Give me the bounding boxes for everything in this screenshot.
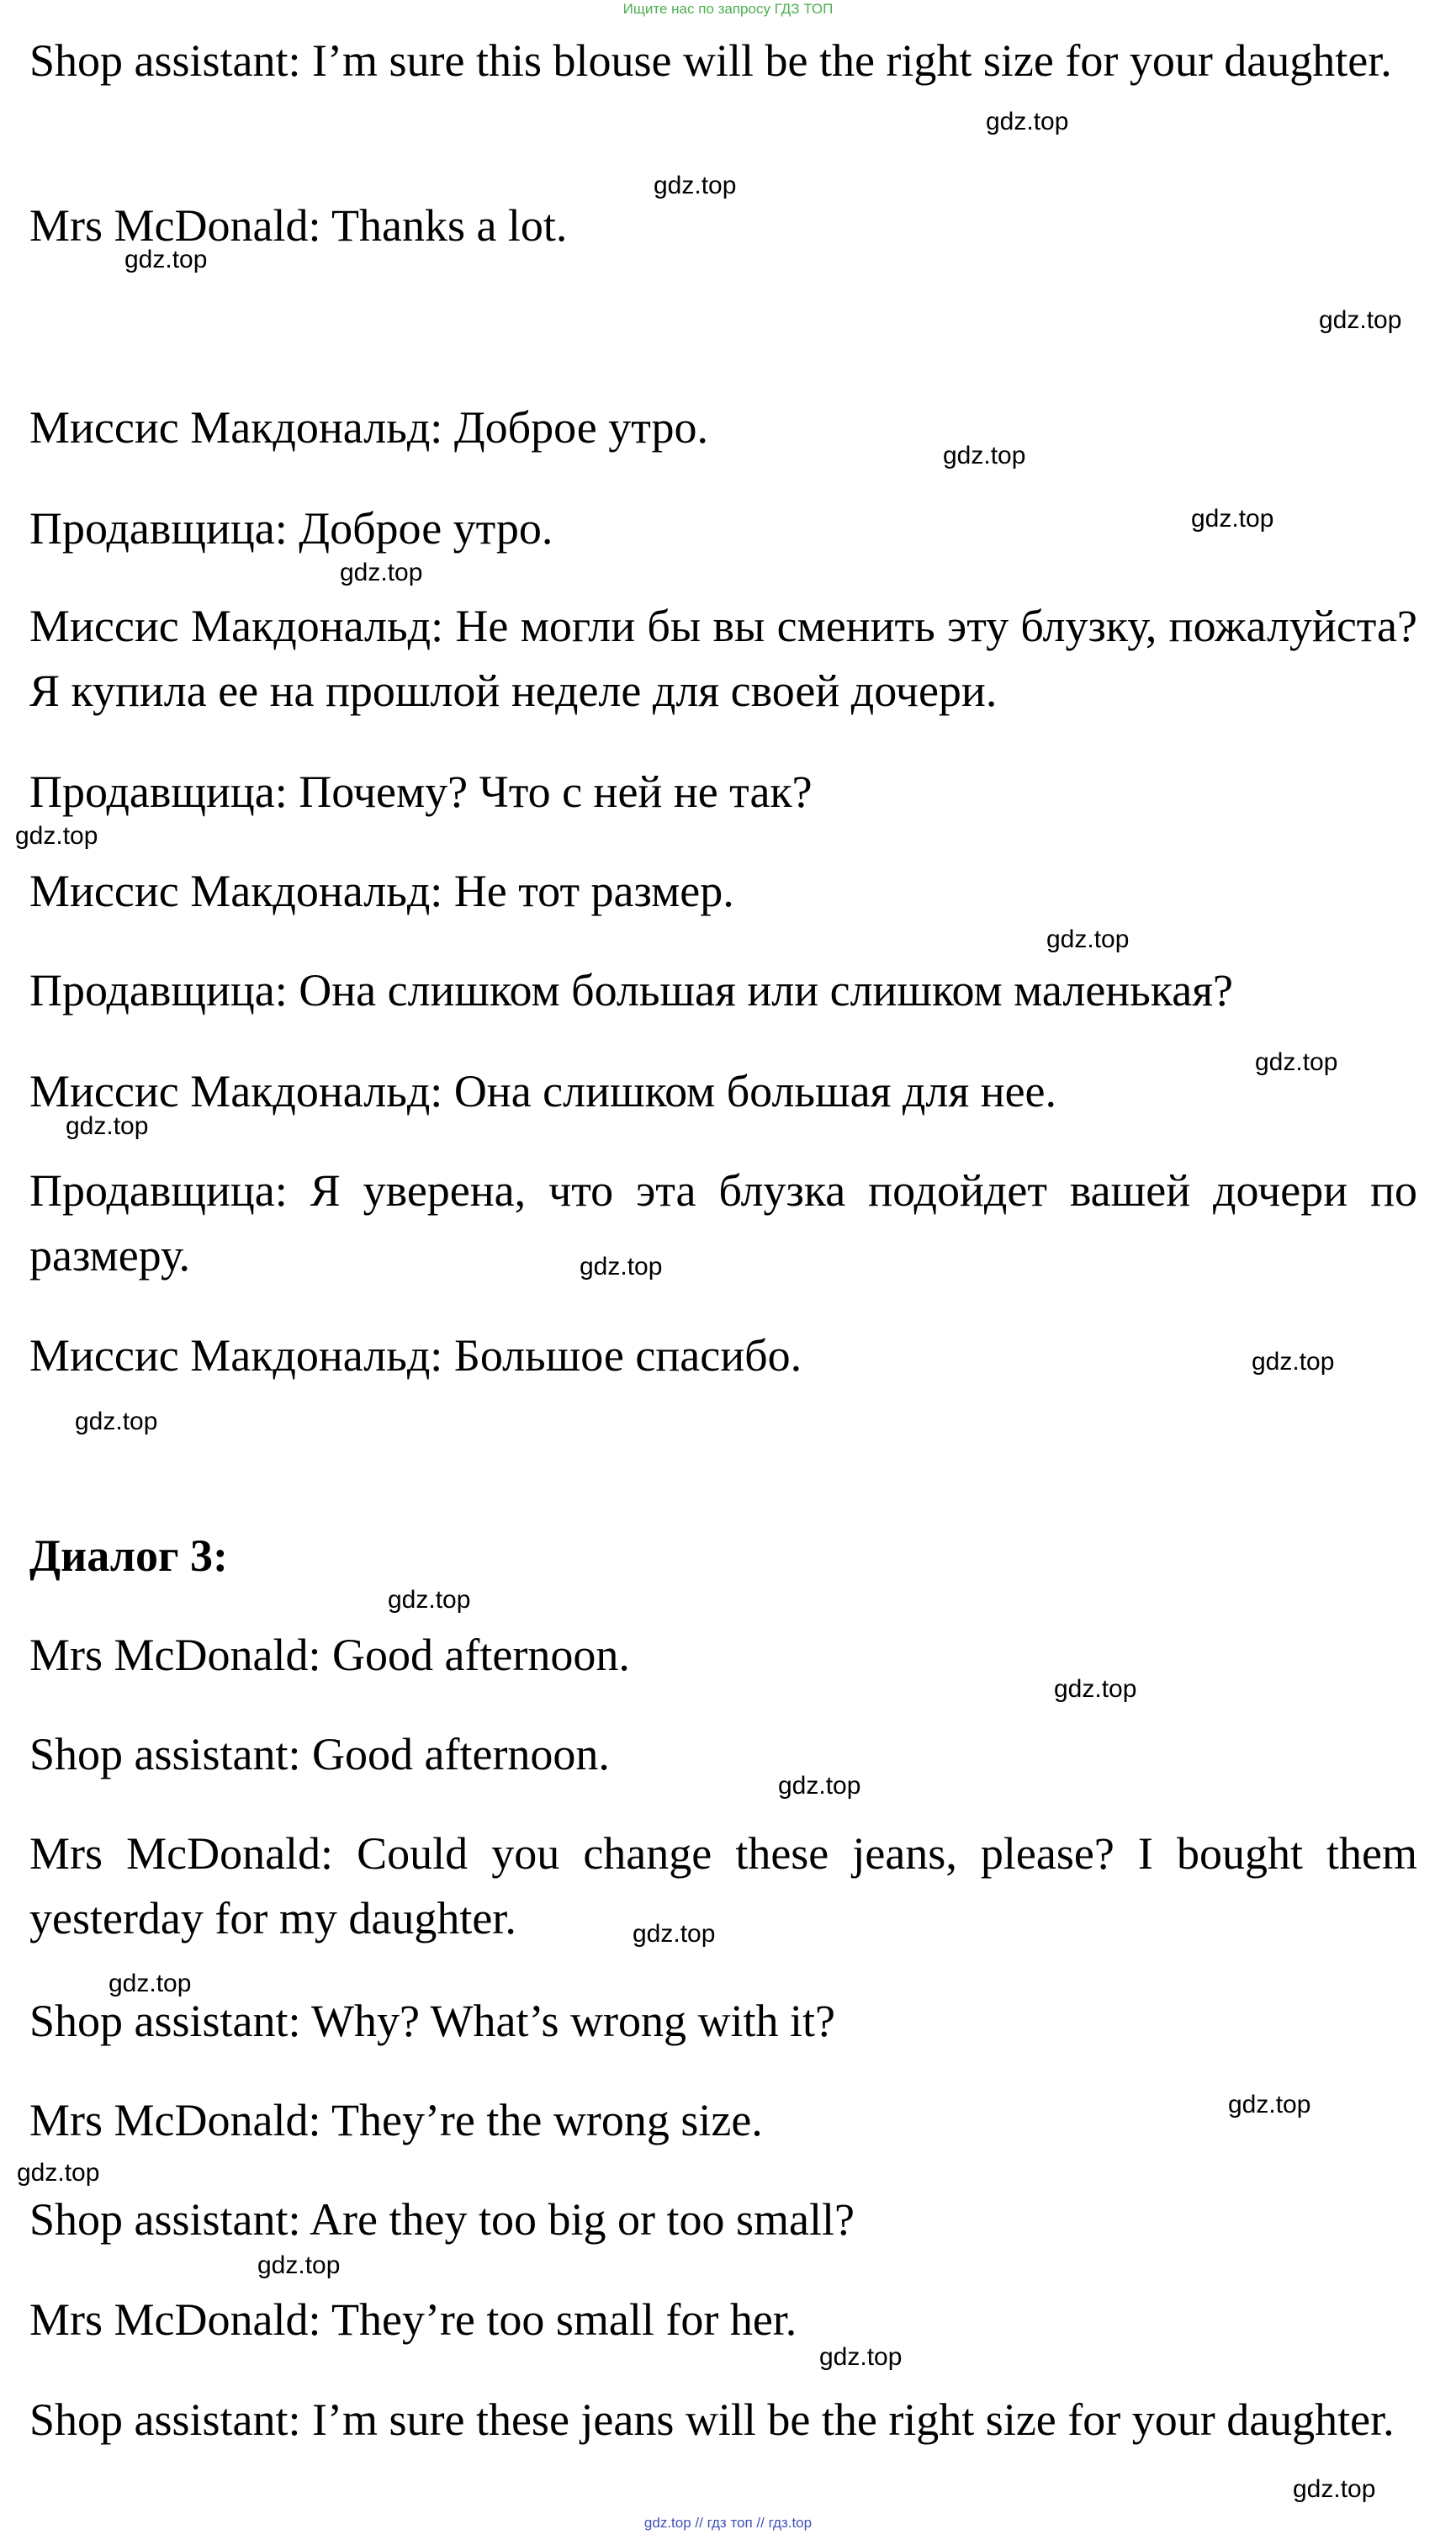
speaker-name: Миссис Макдональд: <box>29 402 443 453</box>
line-text: Доброе утро. <box>287 503 553 554</box>
dialog-line <box>29 395 1417 460</box>
speaker-name: Миссис Макдональд: <box>29 601 444 651</box>
top-banner: Ищите нас по запросу ГДЗ ТОП <box>622 1 834 17</box>
line-text: Could you change these jeans, please? I bought them yesterday for my daughter. <box>29 1828 1417 1943</box>
line-text: Большое спасибо. <box>442 1330 802 1381</box>
speaker-name: Mrs McDonald: <box>29 1630 321 1680</box>
dialog-line <box>29 2088 1417 2153</box>
watermark: gdz.top <box>778 1772 861 1800</box>
watermark: gdz.top <box>1293 2475 1376 2503</box>
speaker-name: Shop assistant: <box>29 2194 301 2245</box>
line-text: They’re the wrong size. <box>320 2095 763 2145</box>
dialog-line <box>29 1323 1417 1388</box>
dialog-line <box>29 958 1417 1023</box>
watermark: gdz.top <box>340 559 423 586</box>
dialog-line <box>29 1821 1417 1951</box>
footer-banner: gdz.top // гдз топ // гдз.top <box>643 2515 813 2531</box>
speaker-name: Shop assistant: <box>29 2394 301 2445</box>
line-text: Я уверена, что эта блузка подойдет вашей дочери по размеру. <box>29 1165 1417 1281</box>
watermark: gdz.top <box>986 108 1069 135</box>
line-text: Доброе утро. <box>442 402 709 453</box>
watermark: gdz.top <box>1255 1048 1338 1076</box>
dialog-line <box>29 1623 1417 1688</box>
dialog-line <box>29 594 1417 724</box>
line-text: Почему? Что с ней не так? <box>287 766 813 817</box>
line-text: Не тот размер. <box>442 866 734 916</box>
line-text: They’re too small for her. <box>320 2294 797 2345</box>
watermark: gdz.top <box>257 2251 341 2279</box>
watermark: gdz.top <box>1046 925 1130 953</box>
watermark: gdz.top <box>1054 1675 1137 1703</box>
line-text: Она слишком большая для нее. <box>442 1066 1057 1116</box>
dialog-line <box>29 1059 1417 1124</box>
speaker-name: Mrs McDonald: <box>29 2294 321 2345</box>
speaker-name: Mrs McDonald: <box>29 1828 334 1879</box>
watermark: gdz.top <box>1319 306 1402 334</box>
line-text: Она слишком большая или слишком маленькая? <box>287 965 1234 1015</box>
line-text: Good afternoon. <box>300 1729 610 1779</box>
line-text: I’m sure this blouse will be the right size for your daughter. <box>300 35 1392 86</box>
speaker-name: Миссис Макдональд: <box>29 866 443 916</box>
speaker-name: Продавщица: <box>29 965 288 1015</box>
line-text: I’m sure these jeans will be the right size for your daughter. <box>300 2394 1395 2445</box>
line-text: Не могли бы вы сменить эту блузку, пожалуйста? Я купила ее на прошлой неделе для своей дочери. <box>29 601 1417 716</box>
line-text: Are they too big or too small? <box>300 2194 855 2245</box>
speaker-name: Mrs McDonald: <box>29 2095 321 2145</box>
speaker-name: Mrs McDonald: <box>29 200 321 251</box>
watermark: gdz.top <box>1191 505 1274 533</box>
speaker-name: Продавщица: <box>29 766 288 817</box>
watermark: gdz.top <box>15 822 98 850</box>
watermark: gdz.top <box>580 1253 663 1281</box>
dialog-line <box>29 29 1417 93</box>
watermark: gdz.top <box>109 1970 192 1997</box>
watermark: gdz.top <box>819 2343 903 2371</box>
speaker-name: Shop assistant: <box>29 35 301 86</box>
dialog-line <box>29 1722 1417 1787</box>
dialog-line <box>29 760 1417 825</box>
dialog-heading: Диалог 3: <box>29 1530 229 1581</box>
speaker-name: Миссис Макдональд: <box>29 1330 443 1381</box>
dialog-line <box>29 859 1417 924</box>
line-text: Good afternoon. <box>320 1630 630 1680</box>
dialog-line <box>29 2187 1417 2252</box>
dialog-line <box>29 2388 1417 2453</box>
dialog-line <box>29 194 1417 258</box>
watermark: gdz.top <box>1228 2091 1311 2118</box>
dialog-line <box>29 1989 1417 2054</box>
dialog-line <box>29 1159 1417 1288</box>
watermark: gdz.top <box>1252 1348 1335 1376</box>
watermark: gdz.top <box>66 1112 149 1140</box>
watermark: gdz.top <box>388 1586 471 1614</box>
line-text: Thanks a lot. <box>320 200 568 251</box>
speaker-name: Shop assistant: <box>29 1729 301 1779</box>
watermark: gdz.top <box>75 1408 158 1435</box>
watermark: gdz.top <box>17 2159 100 2187</box>
watermark: gdz.top <box>124 246 208 273</box>
speaker-name: Продавщица: <box>29 503 288 554</box>
watermark: gdz.top <box>633 1920 716 1948</box>
watermark: gdz.top <box>654 172 737 199</box>
speaker-name: Миссис Макдональд: <box>29 1066 443 1116</box>
dialog-line <box>29 2288 1417 2352</box>
speaker-name: Shop assistant: <box>29 1996 301 2046</box>
line-text: Why? What’s wrong with it? <box>300 1996 835 2046</box>
watermark: gdz.top <box>943 442 1026 469</box>
speaker-name: Продавщица: <box>29 1165 288 1216</box>
